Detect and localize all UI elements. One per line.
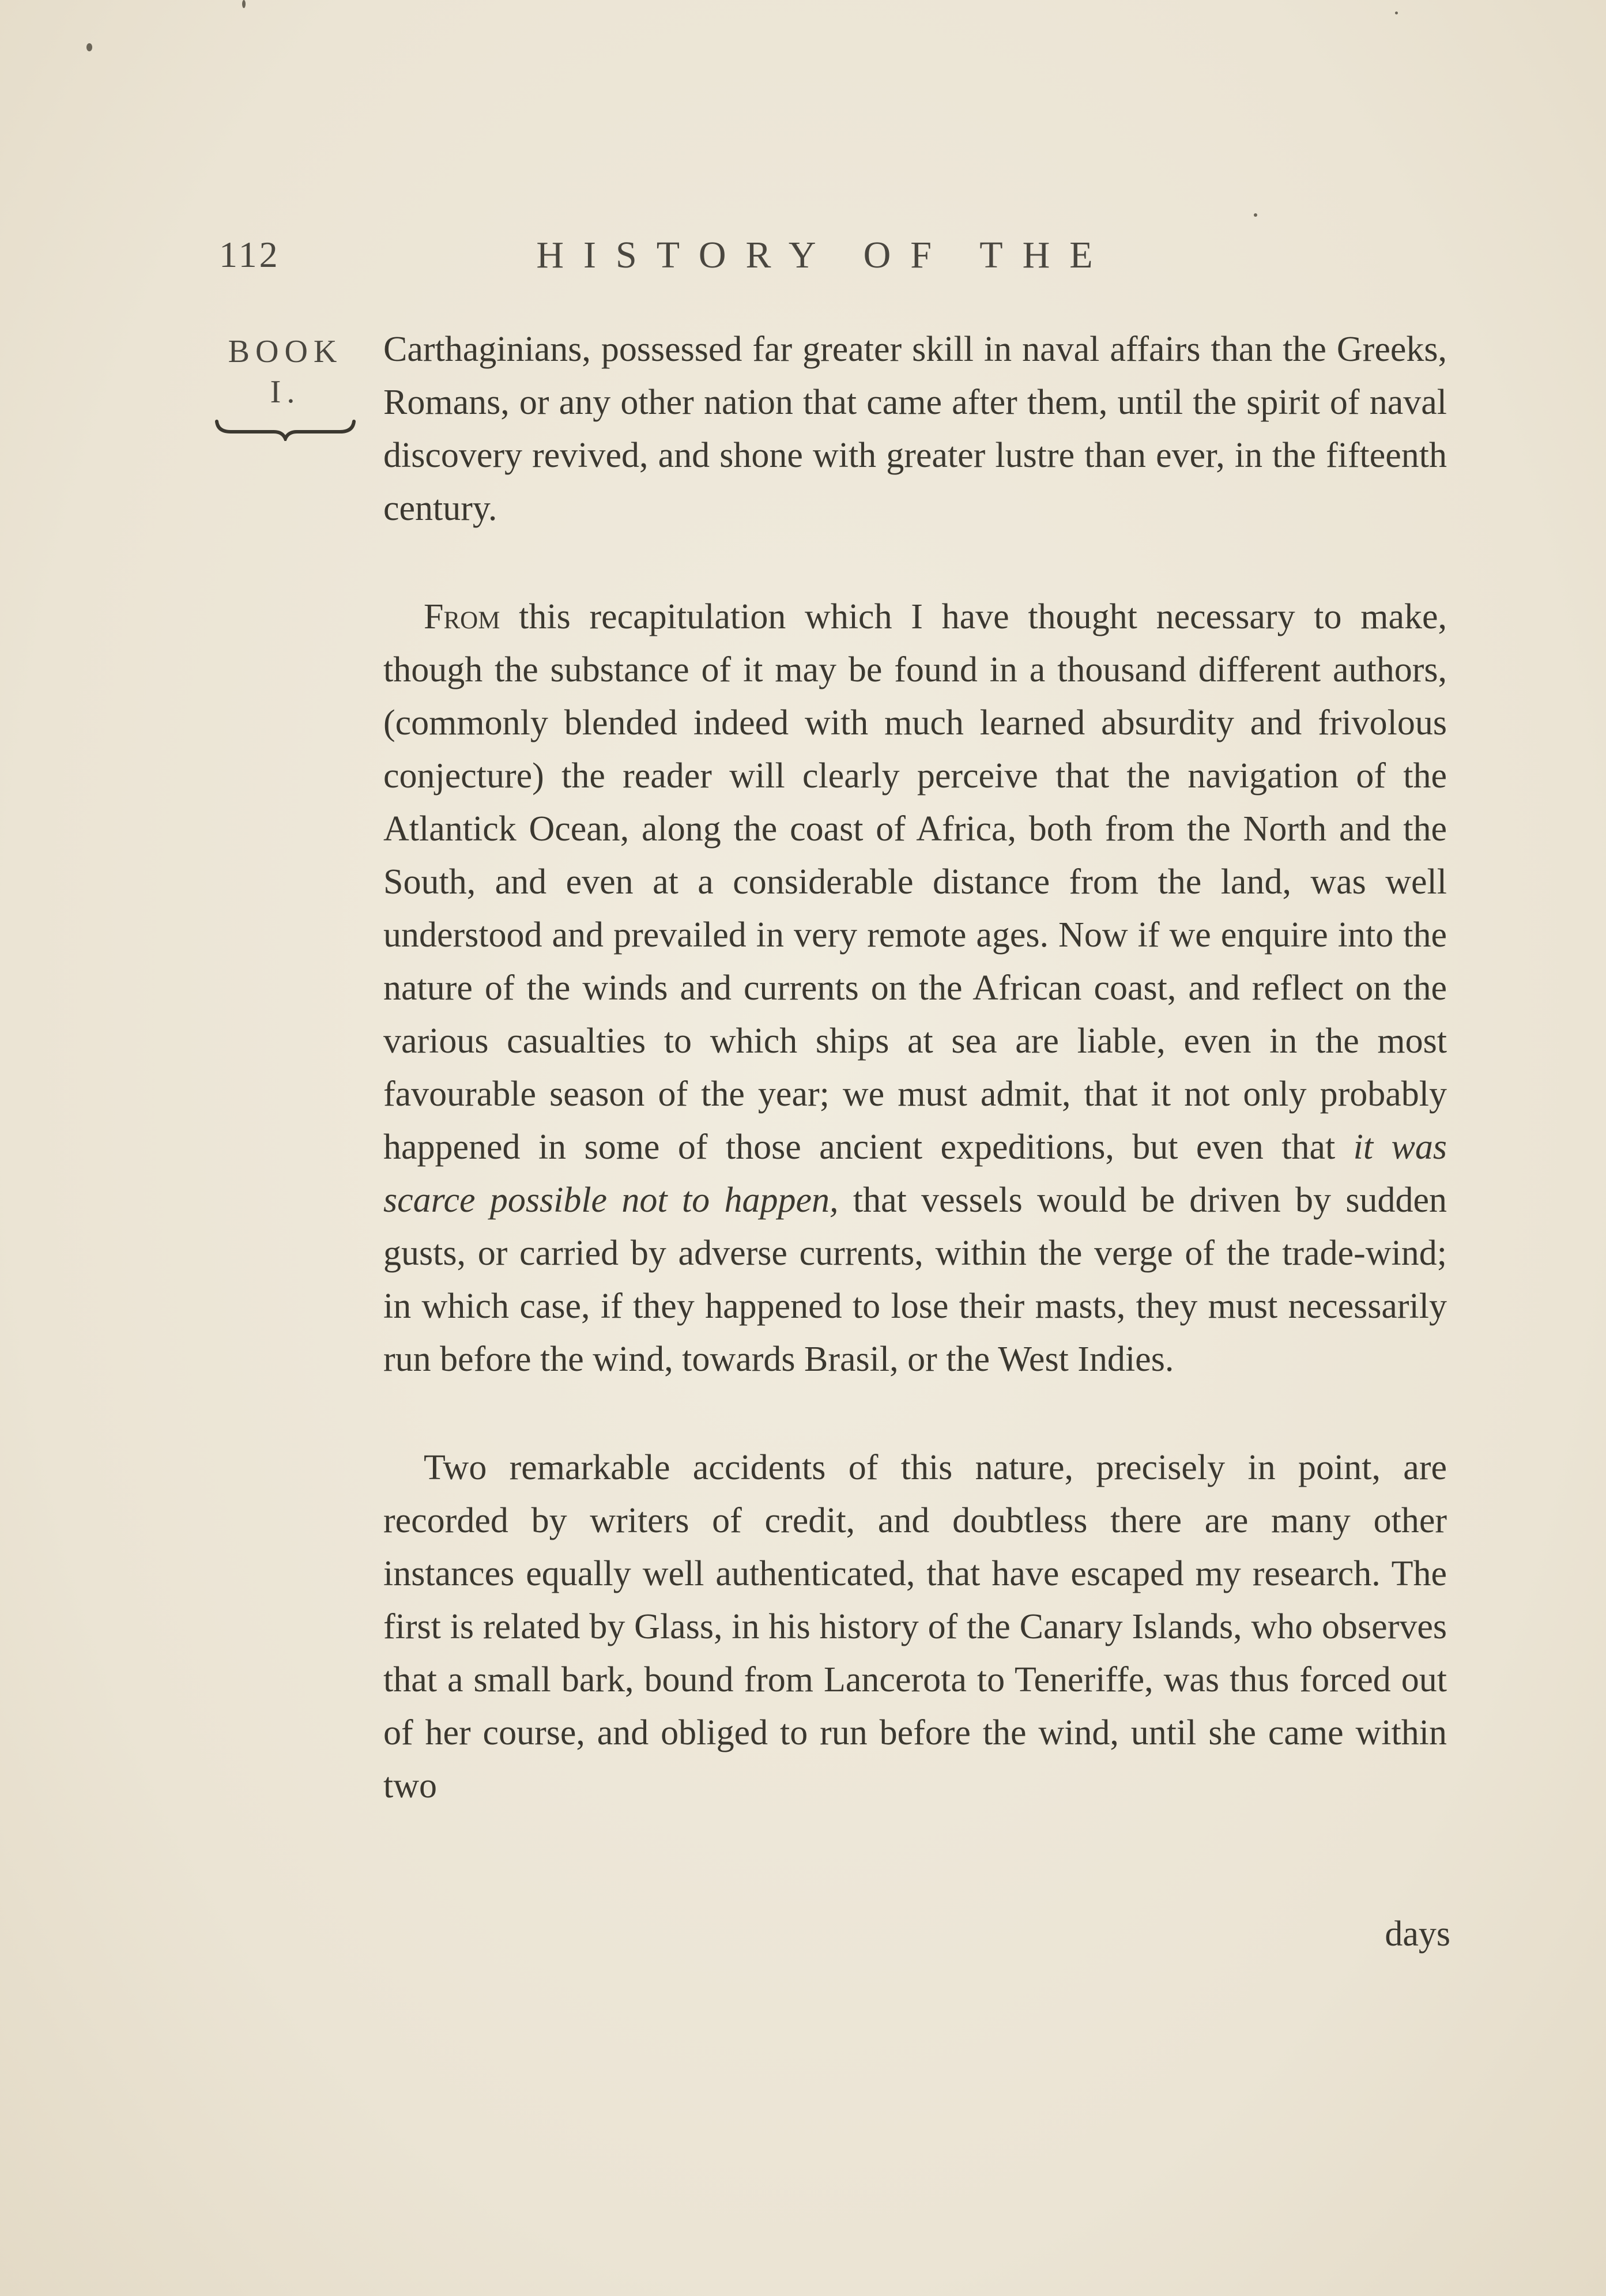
page-number: 112 xyxy=(219,234,280,275)
sidenote-book-number: I. xyxy=(270,374,301,410)
catchword: days xyxy=(1385,1914,1450,1954)
brace-ornament-icon xyxy=(213,418,357,441)
sidenote-book-label: BOOK xyxy=(228,334,343,370)
paper-speck xyxy=(1395,12,1398,14)
paragraph xyxy=(383,1441,1447,1812)
running-head xyxy=(219,233,1280,285)
paragraph-continuation xyxy=(383,323,1447,535)
paper-speck xyxy=(242,0,246,8)
sidenote xyxy=(210,331,360,441)
page-title: HISTORY OF THE xyxy=(536,234,1113,276)
italic-emphasis: it was scarce possible not to happen, xyxy=(383,1128,1447,1220)
paragraph xyxy=(383,590,1447,1386)
body-text xyxy=(383,323,1447,1812)
paper-speck xyxy=(1254,213,1257,217)
paragraph-text: Two remarkable accidents of this nature, precisely in point, are recorded by writers of credit, and doubtless there are many other instances equally well authenticated, that have escaped my research. The first is related by Glass, in his history of the Canary Islands, who observes that a small bark, bound from Lancerota to Teneriffe, was thus forced out of her course, and obliged to run before the wind, until she came within two xyxy=(383,1448,1447,1805)
paper-speck xyxy=(86,43,92,51)
paragraph-lead-word: From xyxy=(424,597,500,636)
paragraph-text: Carthaginians, possessed far greater skill in naval affairs than the Greeks, Romans, or any other nation that came after them, until the spirit of naval discovery revived, and shone with greater lustre than ever, in the fifteenth century. xyxy=(383,330,1447,528)
paragraph-text: that vessels would be driven by sudden gusts, or carried by adverse currents, within the verge of the trade-wind; in which case, if they happened to lose their masts, they must necessarily run before the wind, towards Brasil, or the West Indies. xyxy=(383,1181,1447,1379)
paragraph-text: this recapitulation which I have thought necessary to make, though the substance of it may be found in a thousand different authors, (commonly blended indeed with much learned absurdity and frivolous conjecture) the reader will clearly perceive that the navigation of the Atlantick Ocean, along the coast of Africa, both from the North and the South, and even at a considerable distance from the land, was well understood and prevailed in very remote ages. Now if we enquire into the nature of the winds and currents on the African coast, and reflect on the various casualties to which ships at sea are liable, even in the most favourable season of the year; we must admit, that it not only probably happened in some of those ancient expeditions, but even that xyxy=(383,597,1447,1167)
